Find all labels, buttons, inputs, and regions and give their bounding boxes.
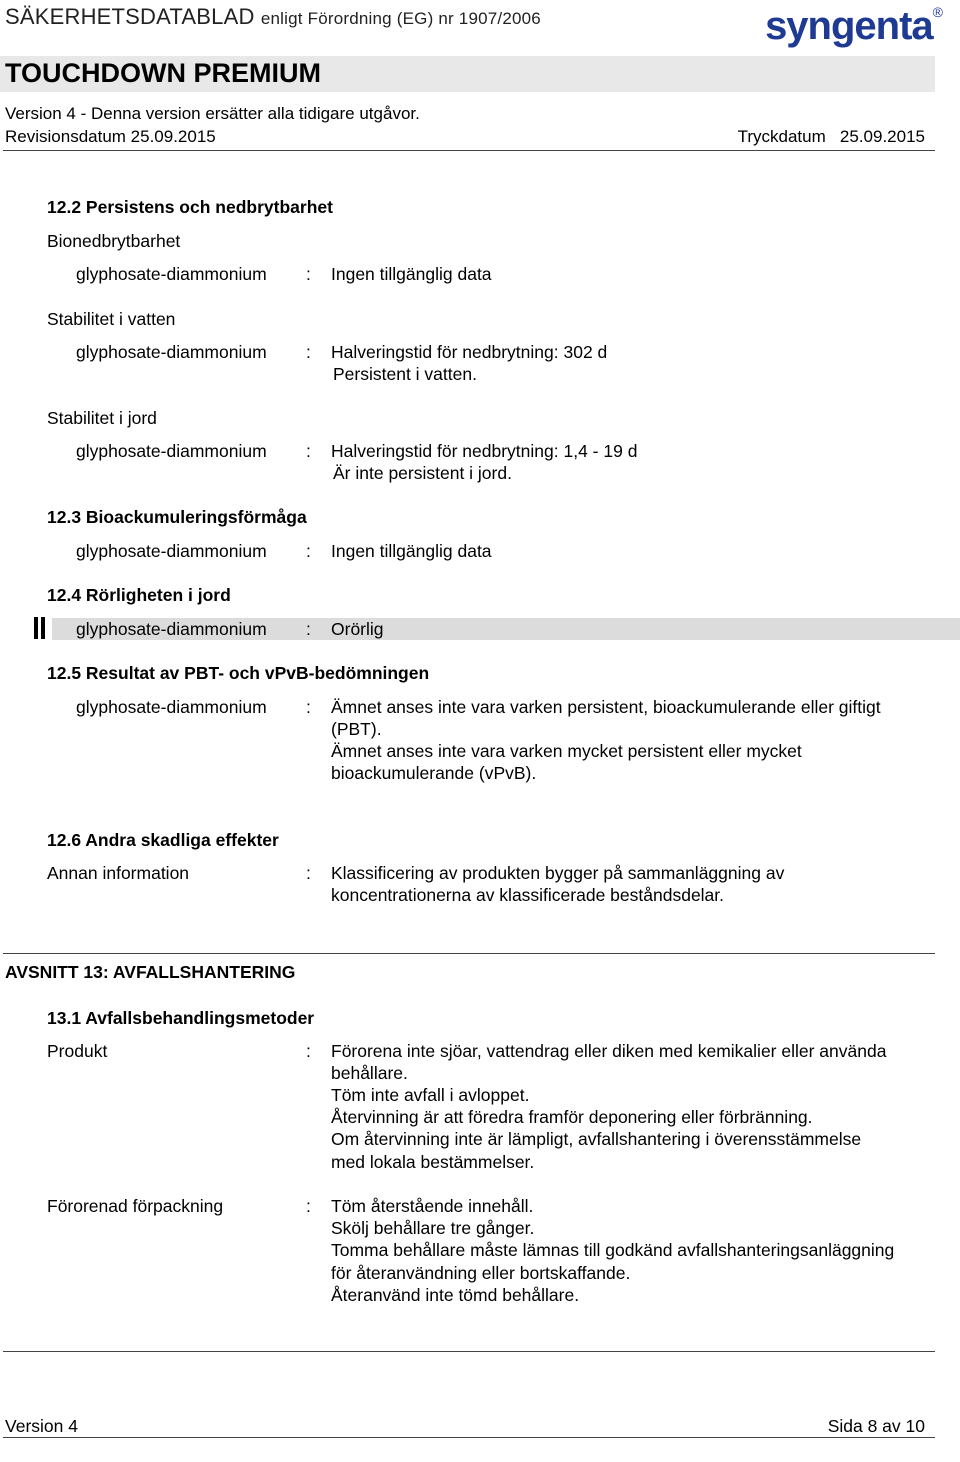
colon: :	[306, 863, 311, 883]
heading-12-3: 12.3 Bioackumuleringsförmåga	[47, 507, 307, 527]
value-line: behållare.	[331, 1063, 408, 1083]
label-stabilitet-vatten: Stabilitet i vatten	[47, 309, 176, 329]
value-line: Ingen tillgänglig data	[331, 264, 492, 284]
substance-name: glyphosate-diammonium	[76, 541, 267, 561]
value-line: Klassificering av produkten bygger på sammanläggning av	[331, 863, 785, 883]
value-line: för återanvändning eller bortskaffande.	[331, 1263, 631, 1283]
doc-title: SÄKERHETSDATABLAD	[5, 4, 255, 29]
print-date: Tryckdatum 25.09.2015	[737, 127, 925, 146]
label-annan-information: Annan information	[47, 863, 190, 883]
section-divider	[3, 1351, 935, 1352]
substance-name: glyphosate-diammonium	[76, 264, 267, 284]
value-line: med lokala bestämmelser.	[331, 1152, 535, 1172]
value-line: bioackumulerande (vPvB).	[331, 763, 537, 783]
document-title	[5, 4, 541, 30]
colon: :	[306, 697, 311, 717]
footer-divider	[3, 1437, 935, 1438]
substance-name: glyphosate-diammonium	[76, 441, 267, 461]
value-line: Töm inte avfall i avloppet.	[331, 1085, 530, 1105]
value-line: Skölj behållare tre gånger.	[331, 1218, 535, 1238]
value-line: Är inte persistent i jord.	[333, 463, 512, 483]
revision-date: Revisionsdatum 25.09.2015	[5, 127, 216, 146]
value-line: Förorena inte sjöar, vattendrag eller diken med kemikalier eller använda	[331, 1041, 887, 1061]
substance-name: glyphosate-diammonium	[76, 342, 267, 362]
value-line: koncentrationerna av klassificerade beståndsdelar.	[331, 885, 725, 905]
colon: :	[306, 1196, 311, 1216]
syngenta-logo: syngenta®	[765, 4, 942, 48]
colon: :	[306, 1041, 311, 1061]
footer-version: Version 4	[5, 1416, 78, 1436]
colon: :	[306, 342, 311, 362]
value-line: Återvinning är att föredra framför deponering eller förbränning.	[331, 1107, 813, 1127]
label-stabilitet-jord: Stabilitet i jord	[47, 408, 157, 428]
heading-12-6: 12.6 Andra skadliga effekter	[47, 830, 279, 850]
heading-12-2: 12.2 Persistens och nedbrytbarhet	[47, 197, 333, 217]
value-line: Halveringstid för nedbrytning: 1,4 - 19 d	[331, 441, 638, 461]
substance-name: glyphosate-diammonium	[76, 619, 267, 639]
value-line: Ingen tillgänglig data	[331, 541, 492, 561]
section-divider	[3, 953, 935, 954]
header-divider	[3, 150, 935, 151]
label-bionedbrytbarhet: Bionedbrytbarhet	[47, 231, 181, 251]
regulation-text: enligt Förordning (EG) nr 1907/2006	[260, 9, 541, 28]
value-line: Om återvinning inte är lämpligt, avfallshantering i överensstämmelse	[331, 1129, 862, 1149]
value-line: Ämnet anses inte vara varken persistent, bioackumulerande eller giftigt	[331, 697, 881, 717]
heading-section-13: AVSNITT 13: AVFALLSHANTERING	[5, 962, 296, 982]
value-line: Tomma behållare måste lämnas till godkänd avfallshanteringsanläggning	[331, 1240, 895, 1260]
value-line: Orörlig	[331, 619, 384, 639]
value-line: Halveringstid för nedbrytning: 302 d	[331, 342, 608, 362]
revision-marker	[34, 617, 46, 639]
heading-12-5: 12.5 Resultat av PBT- och vPvB-bedömningen	[47, 663, 430, 683]
footer-page-number: Sida 8 av 10	[827, 1416, 925, 1436]
colon: :	[306, 619, 311, 639]
value-line: (PBT).	[331, 719, 382, 739]
value-line: Återanvänd inte tömd behållare.	[331, 1285, 580, 1305]
colon: :	[306, 441, 311, 461]
value-line: Ämnet anses inte vara varken mycket persistent eller mycket	[331, 741, 802, 761]
heading-13-1: 13.1 Avfallsbehandlingsmetoder	[47, 1008, 315, 1028]
heading-12-4: 12.4 Rörligheten i jord	[47, 585, 231, 605]
product-name: TOUCHDOWN PREMIUM	[5, 58, 321, 88]
value-line: Persistent i vatten.	[333, 364, 477, 384]
label-produkt: Produkt	[47, 1041, 108, 1061]
colon: :	[306, 541, 311, 561]
value-line: Töm återstående innehåll.	[331, 1196, 534, 1216]
label-fororenad-forpackning: Förorenad förpackning	[47, 1196, 224, 1216]
substance-name: glyphosate-diammonium	[76, 697, 267, 717]
version-line: Version 4 - Denna version ersätter alla tidigare utgåvor.	[5, 104, 420, 123]
colon: :	[306, 264, 311, 284]
